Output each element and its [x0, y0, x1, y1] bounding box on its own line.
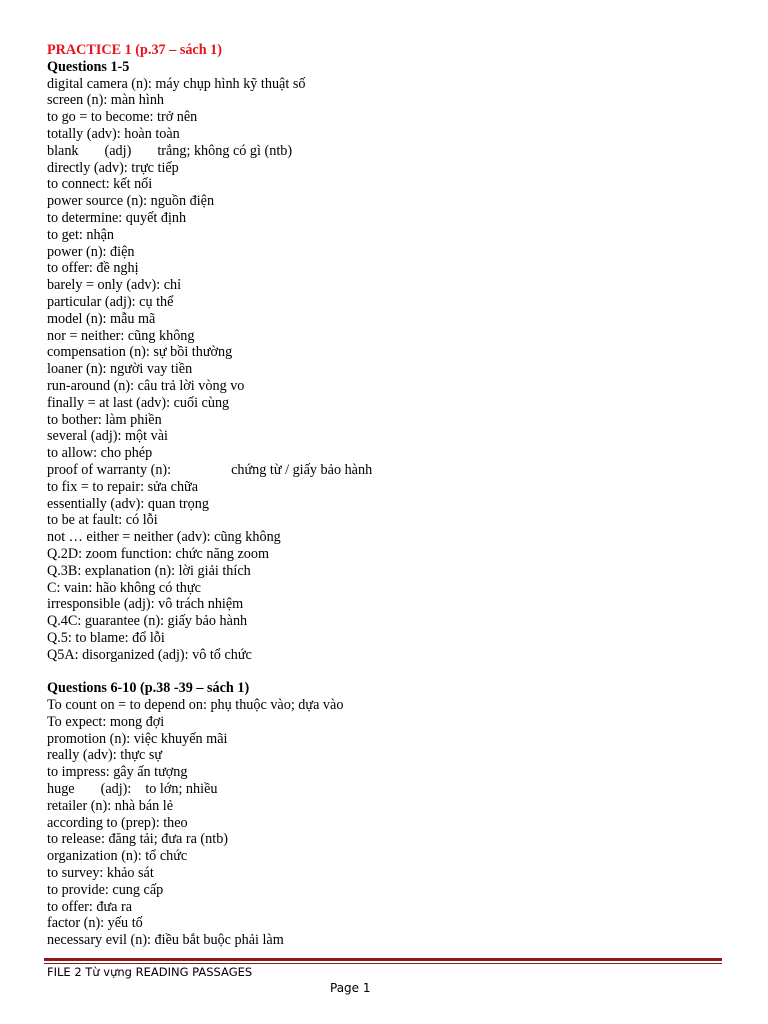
- vocab-entry: run-around (n): câu trả lời vòng vo: [47, 377, 245, 394]
- vocab-entry: particular (adj): cụ thể: [47, 293, 174, 310]
- vocab-meaning: trắng; không có gì (ntb): [157, 142, 293, 159]
- vocab-entry: to get: nhận: [47, 226, 114, 243]
- vocab-entry: Q.2D: zoom function: chức năng zoom: [47, 545, 270, 562]
- questions-6-10-heading: Questions 6-10 (p.38 -39 – sách 1): [47, 680, 250, 697]
- vocab-entry: retailer (n): nhà bán lẻ: [47, 797, 174, 814]
- vocab-entry: to fix = to repair: sửa chữa: [47, 478, 199, 495]
- vocab-entry: finally = at last (adv): cuối cùng: [47, 394, 230, 411]
- vocab-pos: (adj): [104, 142, 132, 159]
- vocab-entry: power source (n): nguồn điện: [47, 193, 215, 210]
- vocab-meaning: to lớn; nhiều: [145, 781, 218, 798]
- practice-title: PRACTICE 1 (p.37 – sách 1): [47, 42, 222, 58]
- vocab-entry: Q.4C: guarantee (n): giấy bảo hành: [47, 613, 248, 630]
- vocab-entry: digital camera (n): máy chụp hình kỹ thuật số: [47, 75, 306, 92]
- vocab-entry: promotion (n): việc khuyến mãi: [47, 730, 228, 747]
- vocab-entry: to offer: đưa ra: [47, 898, 133, 915]
- footer-divider: [44, 958, 722, 961]
- vocab-entry: to release: đăng tải; đưa ra (ntb): [47, 831, 229, 848]
- vocab-entry: barely = only (adv): chỉ: [47, 277, 182, 294]
- vocab-entry: screen (n): màn hình: [47, 92, 165, 109]
- vocab-entry: To expect: mong đợi: [47, 713, 165, 730]
- vocab-entry: to connect: kết nối: [47, 176, 153, 193]
- vocab-entry: to provide: cung cấp: [47, 881, 164, 898]
- vocab-entry: to offer: đề nghị: [47, 260, 139, 277]
- vocab-entry: power (n): điện: [47, 243, 135, 260]
- vocab-entry: according to (prep): theo: [47, 814, 188, 831]
- vocab-entry: [47, 462, 727, 479]
- questions-1-5-heading: Questions 1-5: [47, 58, 130, 75]
- vocab-word: huge: [47, 781, 75, 798]
- vocab-entry: loaner (n): người vay tiền: [47, 361, 193, 378]
- vocab-entry: really (adv): thực sự: [47, 747, 163, 764]
- vocab-entry: several (adj): một vài: [47, 428, 168, 445]
- vocab-entry: to go = to become: trở nên: [47, 109, 198, 126]
- vocab-entry: factor (n): yếu tố: [47, 915, 143, 932]
- vocab-entry: to allow: cho phép: [47, 445, 153, 462]
- vocab-entry: not … either = neither (adv): cũng không: [47, 529, 281, 546]
- vocab-entry: to determine: quyết định: [47, 209, 187, 226]
- document-body: [47, 42, 727, 949]
- vocab-entry: [47, 143, 727, 160]
- vocab-entry: to be at fault: có lỗi: [47, 512, 158, 529]
- vocab-entry: to impress: gây ấn tượng: [47, 764, 188, 781]
- footer-label: FILE 2 Từ vựng READING PASSAGES: [47, 965, 253, 979]
- vocab-entry: directly (adv): trực tiếp: [47, 159, 179, 176]
- vocab-entry: To count on = to depend on: phụ thuộc vào; dựa vào: [47, 697, 344, 714]
- section-spacer: [47, 663, 727, 680]
- vocab-entry: to bother: làm phiền: [47, 411, 162, 428]
- page-number: Page 1: [330, 981, 371, 995]
- vocab-meaning: chứng từ / giấy bảo hành: [231, 461, 373, 478]
- vocab-entry: nor = neither: cũng không: [47, 327, 195, 344]
- vocab-entry: [47, 781, 727, 798]
- vocab-entry: Q5A: disorganized (adj): vô tổ chức: [47, 646, 252, 663]
- vocab-entry: model (n): mẫu mã: [47, 310, 156, 327]
- vocab-entry: Q.3B: explanation (n): lời giải thích: [47, 562, 251, 579]
- vocab-entry: totally (adv): hoàn toàn: [47, 125, 180, 142]
- footer-divider-thin: [44, 963, 722, 964]
- vocab-entry: C: vain: hão không có thực: [47, 579, 201, 596]
- vocab-entry: to survey: khảo sát: [47, 865, 154, 882]
- vocab-entry: organization (n): tổ chức: [47, 848, 188, 865]
- vocab-word: blank: [47, 142, 79, 159]
- vocab-entry: compensation (n): sự bồi thường: [47, 344, 233, 361]
- vocab-word: proof of warranty (n):: [47, 461, 172, 478]
- vocab-pos: (adj):: [100, 781, 132, 798]
- vocab-entry: necessary evil (n): điều bắt buộc phải làm: [47, 932, 284, 949]
- vocab-entry: essentially (adv): quan trọng: [47, 495, 209, 512]
- vocab-entry: Q.5: to blame: đổ lỗi: [47, 629, 165, 646]
- vocab-entry: irresponsible (adj): vô trách nhiệm: [47, 596, 244, 613]
